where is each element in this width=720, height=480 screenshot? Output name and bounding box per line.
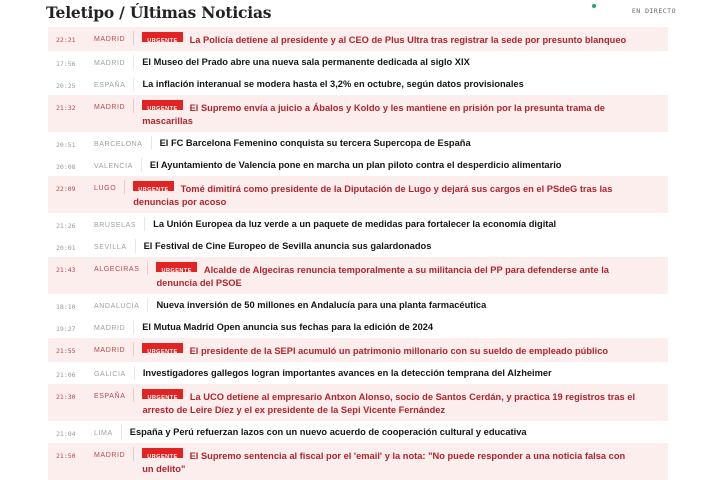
news-content [156, 298, 668, 312]
news-content [144, 239, 668, 253]
news-time: 20:25 [56, 82, 76, 90]
news-headline[interactable]: El Supremo envía a juicio a Ábalos y Koldo y les mantiene en prisión por la presunta trama de mascarillas [142, 103, 605, 126]
news-headline[interactable]: El Ayuntamiento de Valencia pone en marcha un plan piloto contra el desperdicio alimentario [149, 160, 562, 170]
news-headline[interactable]: El Mutua Madrid Open anuncia sus fechas para la edición de 2024 [142, 322, 434, 332]
news-content [142, 55, 668, 69]
news-item[interactable] [48, 27, 668, 51]
news-content [153, 217, 668, 231]
urgent-badge: URGENTE [142, 100, 182, 110]
urgent-badge: URGENTE [142, 448, 182, 458]
news-location: MADRID [82, 55, 134, 69]
news-content [142, 388, 668, 417]
news-content [142, 447, 668, 476]
news-location: VALENCIA [82, 158, 142, 172]
news-location: BRUSELAS [82, 217, 145, 231]
page-header [46, 2, 706, 24]
news-item[interactable] [48, 384, 668, 421]
news-time: 21:32 [56, 104, 76, 112]
news-item[interactable] [48, 213, 668, 235]
news-item[interactable] [48, 154, 668, 176]
news-headline[interactable]: El Festival de Cine Europeo de Sevilla anuncia sus galardonados [143, 241, 432, 251]
news-headline[interactable]: El presidente de la SEPI acumuló un patrimonio millonario con su sueldo de empleado público [189, 346, 609, 356]
news-headline[interactable]: La UCO detiene al empresario Antxon Alonso, socio de Santos Cerdán, y practica 19 registros tras el arresto de Leire Díez y el ex presidente de la Sepi Vicente Fernández [142, 392, 636, 415]
news-content [142, 342, 668, 358]
news-content [142, 99, 668, 128]
news-content [150, 158, 668, 172]
urgent-badge: URGENTE [156, 262, 196, 272]
news-content [142, 77, 668, 91]
news-item[interactable] [48, 235, 668, 257]
news-item[interactable] [48, 338, 668, 362]
news-time: 21:06 [56, 371, 76, 379]
urgent-badge: URGENTE [133, 181, 173, 191]
news-time: 21:26 [56, 222, 76, 230]
news-content [142, 320, 668, 334]
news-location: GALICIA [82, 366, 135, 380]
news-headline[interactable]: La Unión Europea da luz verde a un paquete de medidas para fortalecer la economía digital [153, 219, 557, 229]
news-time: 21:30 [56, 393, 76, 401]
page-title: Teletipo / Últimas Noticias [46, 3, 272, 22]
news-item[interactable] [48, 95, 668, 132]
news-headline[interactable]: Alcalde de Algeciras renuncia temporalmente a su militancia del PP para defenderse ante la denuncia del PSOE [156, 265, 609, 288]
news-headline[interactable]: España y Perú refuerzan lazos con un nuevo acuerdo de cooperación cultural y educativa [129, 427, 527, 437]
news-headline[interactable]: Investigadores gallegos logran importantes avances en la detección temprana del Alzheimer [142, 368, 552, 378]
news-location: BARCELONA [82, 136, 152, 150]
news-headline[interactable]: Tomé dimitirá como presidente de la Diputación de Lugo y dejará sus cargos en el PSdeG tras las denuncias por acoso [133, 184, 613, 207]
news-content [156, 261, 668, 290]
news-location: MADRID [82, 342, 134, 356]
urgent-badge: URGENTE [142, 389, 182, 399]
news-item[interactable] [48, 176, 668, 213]
news-location: LIMA [82, 425, 122, 439]
live-label: EN DIRECTO [631, 7, 676, 15]
news-location: MADRID [82, 320, 134, 334]
news-headline[interactable]: El Museo del Prado abre una nueva sala permanente dedicada al siglo XIX [142, 57, 470, 67]
news-headline[interactable]: Nueva inversión de 50 millones en Andalucía para una planta farmacéutica [156, 300, 487, 310]
news-headline[interactable]: El FC Barcelona Femenino conquista su tercera Supercopa de España [159, 138, 471, 148]
news-location: SEVILLA [82, 239, 136, 253]
news-item[interactable] [48, 294, 668, 316]
news-content [133, 180, 668, 209]
news-item[interactable] [48, 51, 668, 73]
news-time: 22:09 [56, 185, 76, 193]
news-item[interactable] [48, 257, 668, 294]
news-item[interactable] [48, 73, 668, 95]
news-time: 18:10 [56, 303, 76, 311]
news-headline[interactable]: El Supremo sentencia al fiscal por el 'email' y la nota: "No puede responder a una noticia falsa con un delito" [142, 451, 626, 474]
news-headline[interactable]: La inflación interanual se modera hasta el 3,2% en octubre, según datos provisionales [142, 79, 524, 89]
news-headline[interactable]: La Policía detiene al presidente y al CEO de Plus Ultra tras registrar la sede por presunto blanqueo [189, 35, 627, 45]
news-content [143, 366, 668, 380]
news-time: 19:27 [56, 325, 76, 333]
news-item[interactable] [48, 132, 668, 154]
news-location: ESPAÑA [82, 77, 134, 91]
news-time: 22:21 [56, 36, 76, 44]
news-location: LUGO [82, 180, 125, 194]
news-content [142, 31, 668, 47]
news-location: ALGECIRAS [82, 261, 148, 275]
news-item[interactable] [48, 421, 668, 443]
news-content [130, 425, 668, 439]
news-item[interactable] [48, 443, 668, 480]
news-time: 21:43 [56, 266, 76, 274]
news-location: MADRID [82, 447, 134, 461]
news-location: MADRID [82, 31, 134, 45]
news-time: 21:50 [56, 452, 76, 460]
news-item[interactable] [48, 362, 668, 384]
news-feed [48, 27, 668, 480]
news-time: 21:04 [56, 430, 76, 438]
news-item[interactable] [48, 316, 668, 338]
news-time: 20:08 [56, 163, 76, 171]
live-indicator-dot-icon [592, 4, 596, 8]
urgent-badge: URGENTE [142, 32, 182, 42]
news-content [160, 136, 668, 150]
news-time: 17:56 [56, 60, 76, 68]
news-location: MADRID [82, 99, 134, 113]
urgent-badge: URGENTE [142, 343, 182, 353]
news-time: 21:55 [56, 347, 76, 355]
news-location: ESPAÑA [82, 388, 134, 402]
news-time: 20:01 [56, 244, 76, 252]
news-time: 20:51 [56, 141, 76, 149]
news-location: ANDALUCIA [82, 298, 148, 312]
